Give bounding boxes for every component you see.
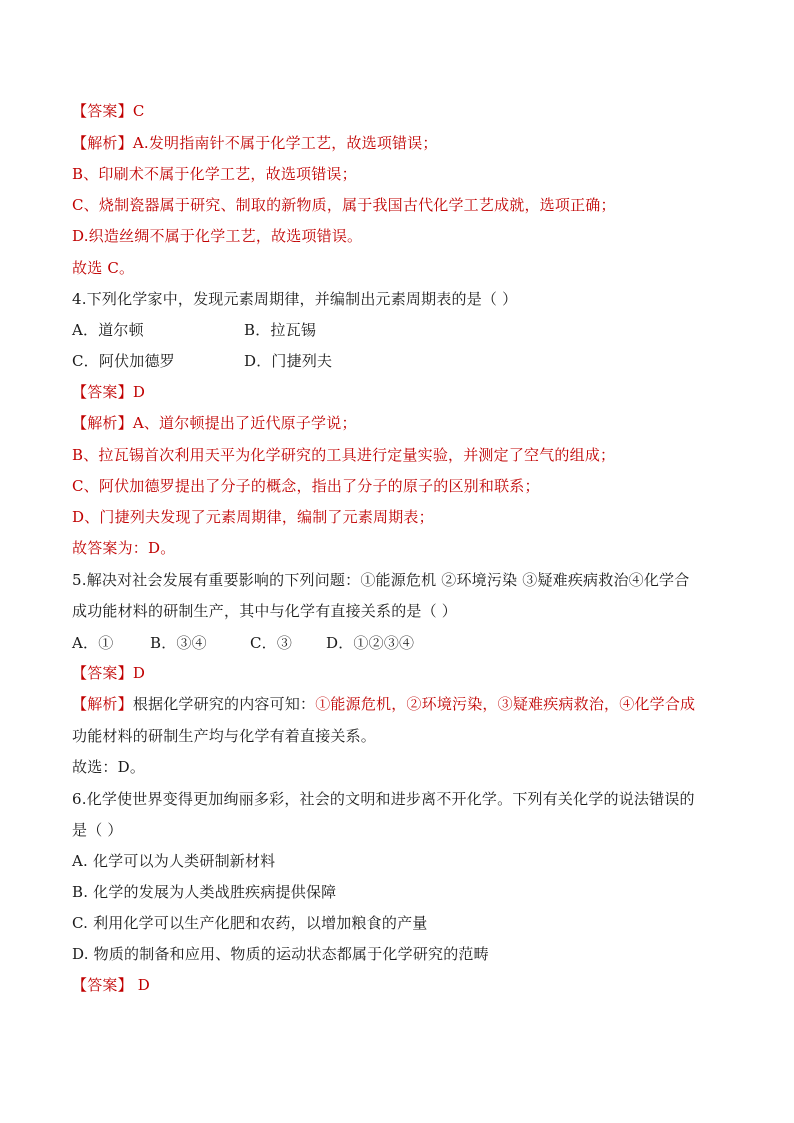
q6-option-d: D. 物质的制备和应用、物质的运动状态都属于化学研究的范畴: [72, 945, 489, 963]
q5-stem-line-1: 5.解决对社会发展有重要影响的下列问题：①能源危机 ②环境污染 ③疑难疾病救治④化学合: [72, 571, 690, 589]
q6-option-c: C. 利用化学可以生产化肥和农药，以增加粮食的产量: [72, 914, 428, 932]
analysis-text: 根据化学研究的内容可知：: [132, 695, 316, 713]
q5-answer-line: [72, 663, 145, 683]
answer-value: D: [132, 976, 151, 994]
q6-stem-line-2: 是（ ）: [72, 821, 123, 839]
q5-option-c: C．③: [250, 634, 293, 652]
q5-conclusion: 故选：D。: [72, 758, 146, 776]
q4-analysis-line-4: D、门捷列夫发现了元素周期律，编制了元素周期表；: [72, 508, 434, 526]
q4-stem: 4.下列化学家中，发现元素周期律，并编制出元素周期表的是（ ）: [72, 290, 518, 308]
q3-analysis-line-3: C、烧制瓷器属于研究、制取的新物质，属于我国古代化学工艺成就，选项正确；: [72, 196, 616, 214]
q6-stem-line-1: 6.化学使世界变得更加绚丽多彩，社会的文明和进步离不开化学。下列有关化学的说法错误的: [72, 790, 695, 808]
q6-answer-line: [72, 975, 150, 995]
q4-conclusion: 故答案为：D。: [72, 539, 176, 557]
q4-option-d: D．门捷列夫: [244, 352, 333, 370]
q3-analysis-line-4: D.织造丝绸不属于化学工艺，故选项错误。: [72, 227, 363, 245]
answer-tag: 【答案】: [72, 102, 133, 120]
analysis-tag: 【解析】: [72, 134, 133, 152]
analysis-highlight: ①能源危机，②环境污染，③疑难疾病救治，④化学合成: [315, 695, 696, 713]
q3-analysis-line-2: B、印刷术不属于化学工艺，故选项错误；: [72, 165, 357, 183]
q5-analysis-line-1: [72, 694, 695, 714]
answer-value: D: [132, 664, 146, 682]
q4-option-a: A．道尔顿: [72, 321, 144, 339]
analysis-tag: 【解析】: [72, 695, 133, 713]
answer-tag: 【答案】: [72, 976, 133, 994]
q4-option-c: C．阿伏加德罗: [72, 352, 175, 370]
q5-stem-line-2: 成功能材料的研制生产，其中与化学有直接关系的是（ ）: [72, 602, 457, 620]
analysis-tag: 【解析】: [72, 414, 133, 432]
q5-option-d: D．①②③④: [326, 634, 415, 652]
q3-analysis-line-1: [72, 133, 438, 153]
q5-option-a: A．①: [72, 634, 114, 652]
q3-conclusion: 故选 C。: [72, 259, 135, 277]
q5-option-b: B．③④: [150, 634, 207, 652]
answer-tag: 【答案】: [72, 664, 133, 682]
q4-analysis-line-2: B、拉瓦锡首次利用天平为化学研究的工具进行定量实验，并测定了空气的组成；: [72, 446, 616, 464]
q4-analysis-line-1: [72, 413, 357, 433]
q4-option-b: B．拉瓦锡: [244, 321, 317, 339]
q3-answer-line: [72, 101, 145, 121]
analysis-text: A、道尔顿提出了近代原子学说；: [132, 414, 357, 432]
q5-analysis-line-2: 功能材料的研制生产均与化学有着直接关系。: [72, 727, 377, 745]
q4-analysis-line-3: C、阿伏加德罗提出了分子的概念，指出了分子的原子的区别和联系；: [72, 477, 540, 495]
q6-option-b: B. 化学的发展为人类战胜疾病提供保障: [72, 883, 337, 901]
q4-answer-line: [72, 382, 145, 402]
answer-value: D: [132, 383, 146, 401]
answer-value: C: [132, 102, 145, 120]
answer-tag: 【答案】: [72, 383, 133, 401]
q6-option-a: A. 化学可以为人类研制新材料: [72, 852, 276, 870]
analysis-text: A.发明指南针不属于化学工艺，故选项错误；: [132, 134, 438, 152]
